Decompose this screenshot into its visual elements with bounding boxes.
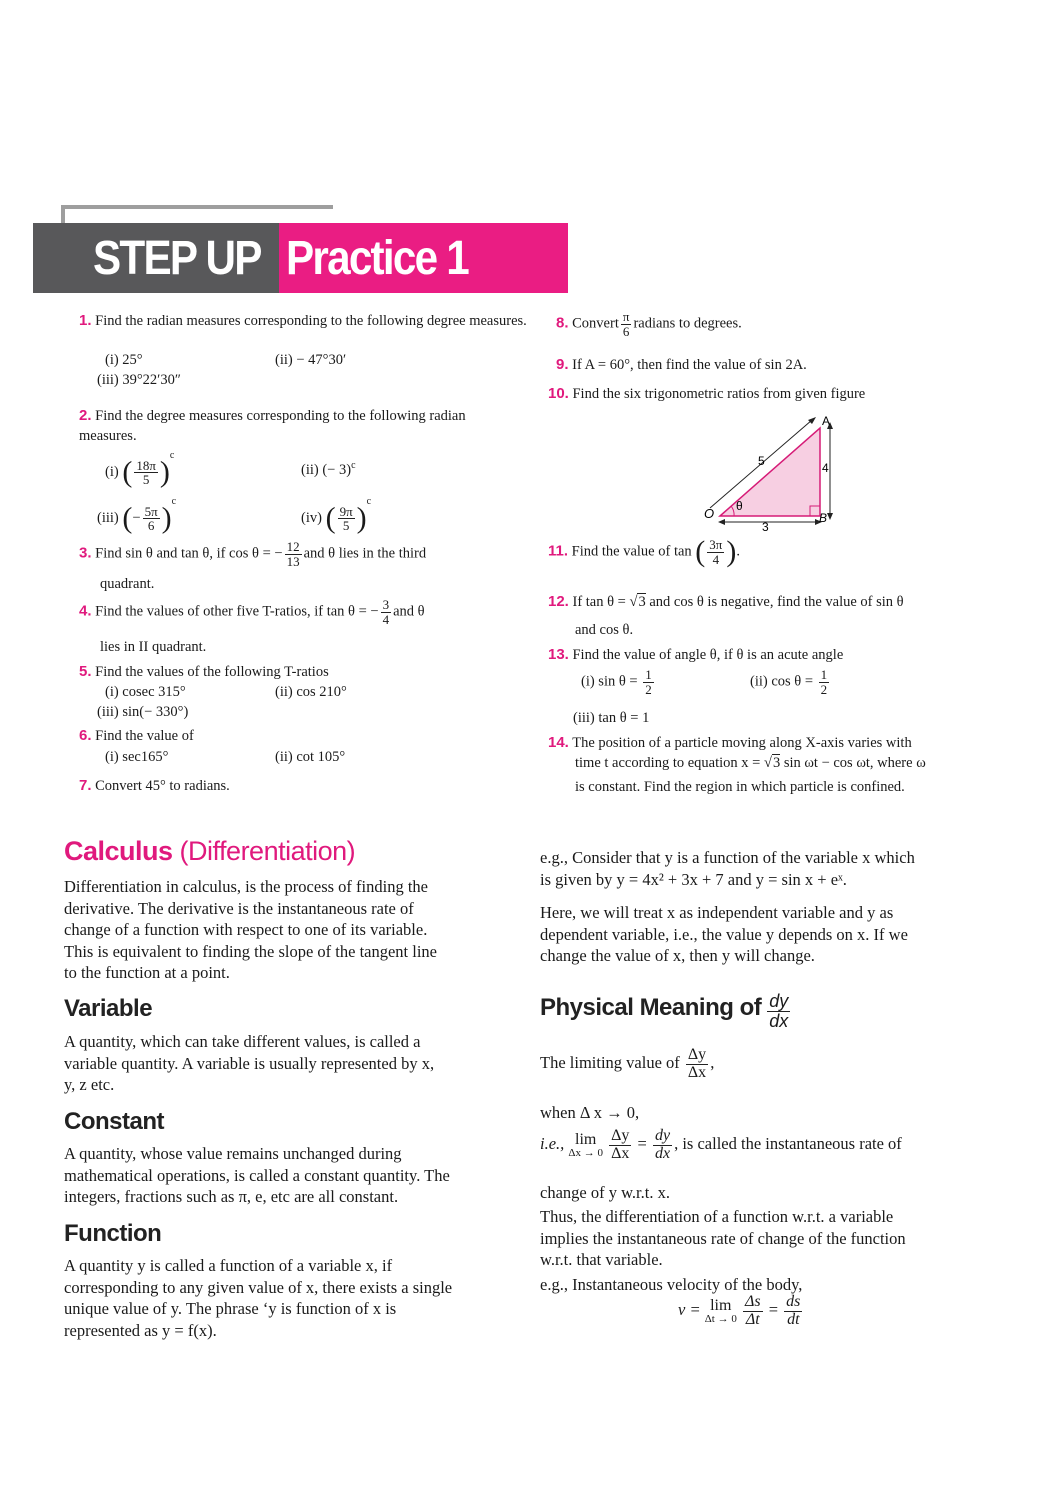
- sqrt-value: 3: [772, 755, 781, 771]
- question-number: 9.: [556, 356, 569, 373]
- text-line: This is equivalent to finding the slope of the tangent line: [64, 941, 438, 961]
- label-hyp: 5: [758, 454, 765, 468]
- question-text: Find sin θ and tan θ, if cos θ = −: [95, 545, 283, 562]
- text-line: Here, we will treat x as independent variable and y as: [540, 903, 894, 922]
- frac-num: dy: [654, 1127, 671, 1144]
- superscript: c: [171, 496, 177, 507]
- frac-den: 4: [382, 611, 390, 627]
- ie-line: [540, 1128, 902, 1163]
- label-B: B: [819, 511, 828, 525]
- banner: [33, 205, 568, 293]
- superscript: c: [351, 460, 356, 471]
- question-text: Find the value of angle θ, if θ is an acute angle: [572, 647, 844, 663]
- frac-den: 6: [147, 518, 155, 534]
- dy-dx-fraction: [653, 1128, 672, 1163]
- frac-den: Δx: [687, 1063, 707, 1081]
- text-line: is given by y = 4x² + 3x + 7 and y = sin x + eˣ.: [540, 869, 847, 889]
- question-number: 6.: [79, 727, 92, 744]
- q1-opt-iii: (iii) 39°22′30″: [97, 372, 181, 388]
- question-number: 7.: [79, 777, 92, 794]
- text-line: change of a function with respect to one of its variable.: [64, 920, 428, 939]
- text-line: unique value of y. The phrase ‘y is function of x is: [64, 1299, 397, 1318]
- frac-den: dt: [787, 1310, 800, 1328]
- question-9: [556, 355, 807, 375]
- question-number: 4.: [79, 602, 92, 620]
- question-text: Find the value of: [95, 728, 194, 744]
- ie-text: i.e.,: [540, 1134, 565, 1154]
- q3-line2: quadrant.: [100, 576, 155, 592]
- q5-opt-ii: (ii) cos 210°: [275, 684, 347, 700]
- function-text: [64, 1255, 534, 1341]
- limit-expression: [705, 1298, 737, 1325]
- arrow-down: [827, 513, 833, 520]
- thus-paragraph: [540, 1206, 1000, 1271]
- banner-step-up: STEP UP: [93, 232, 261, 285]
- label-A: A: [822, 414, 831, 428]
- text-line: Thus, the differentiation of a function w.r.t. a variable: [540, 1207, 894, 1226]
- question-number: 10.: [548, 385, 569, 402]
- frac-den: Δx: [611, 1144, 630, 1162]
- question-text: radians to degrees.: [633, 315, 742, 332]
- text-line: implies the instantaneous rate of change of the function: [540, 1228, 906, 1248]
- triangle-figure: [700, 412, 840, 537]
- question-12: 12. If tan θ = √3 and cos θ is negative, find the value of sin θ: [548, 593, 904, 610]
- frac-num: 5π: [144, 503, 158, 519]
- ds-dt-delta-fraction: [743, 1294, 763, 1329]
- q6-opt-i: (i) sec165°: [105, 749, 169, 765]
- frac-den: 13: [286, 553, 300, 569]
- frac-den: 5: [342, 518, 350, 534]
- question-text: Find the values of the following T-ratios: [95, 664, 329, 680]
- question-3: [79, 540, 529, 568]
- q13-opt-i: [581, 668, 656, 696]
- label-opp: 4: [822, 461, 829, 475]
- physical-meaning-title: Physical Meaning of: [540, 994, 762, 1022]
- question-6: [79, 726, 194, 746]
- frac-den: 5: [142, 472, 150, 488]
- q14-line2: time t according to equation x = √3 sin ωt − cos ωt, where ω: [575, 755, 926, 771]
- option-label: (iii): [97, 510, 119, 526]
- text-line: to the function at a point.: [64, 963, 230, 982]
- q13-opt-ii: [750, 668, 831, 696]
- question-text: The position of a particle moving along X-axis varies with: [572, 735, 912, 751]
- v-equals: v =: [678, 1300, 701, 1320]
- arrow-left: [718, 519, 725, 525]
- question-text: Find the six trigonometric ratios from given figure: [572, 386, 866, 402]
- function-heading: Function: [64, 1220, 162, 1247]
- frac-num: 9π: [339, 503, 353, 519]
- sqrt-value: 3: [638, 594, 646, 610]
- question-text: Convert: [572, 315, 619, 332]
- frac-num: 12: [286, 539, 300, 554]
- question-text: Convert 45° to radians.: [95, 778, 230, 794]
- frac-num: Δy: [687, 1046, 707, 1063]
- question-text: sin ωt − cos ωt, where ω: [780, 755, 926, 771]
- text-line: dependent variable, i.e., the value y depends on x. If we: [540, 924, 908, 944]
- question-text: and cos θ is negative, find the value of sin θ: [645, 594, 904, 610]
- question-8: [556, 310, 742, 338]
- q4-line2: lies in II quadrant.: [100, 639, 207, 655]
- question-number: 12.: [548, 593, 569, 610]
- banner-top-line: [61, 205, 333, 209]
- frac-num: 18π: [136, 457, 156, 473]
- question-number: 11.: [548, 542, 569, 560]
- question-text: Find the values of other five T-ratios, if tan θ = −: [95, 603, 379, 620]
- label-O: O: [704, 506, 715, 521]
- q2-opt-iv: (iv) ( $\frac{9\pi}{5}$ )$^c$: [301, 496, 372, 535]
- q1-opt-ii: (ii) − 47°30′: [275, 352, 347, 368]
- change-line: change of y w.r.t. x.: [540, 1183, 670, 1202]
- question-7: [79, 776, 230, 796]
- frac-num: 3π: [709, 536, 723, 552]
- frac-num: dy: [769, 991, 789, 1011]
- question-text: Find the degree measures corresponding to the following radian measures.: [79, 408, 466, 444]
- q5-opt-iii: (iii) sin(− 330°): [97, 704, 189, 720]
- here-paragraph: [540, 902, 1000, 967]
- lim-text: lim: [575, 1130, 597, 1148]
- triangle-shape: [720, 428, 820, 516]
- text: , is called the instantaneous rate of: [674, 1134, 902, 1154]
- equals: =: [768, 1300, 779, 1320]
- option-text: (ii) (− 3): [301, 461, 352, 478]
- equals: =: [637, 1134, 647, 1154]
- text-line: change the value of x, then y will change.: [540, 946, 815, 965]
- when-line: when Δ x → 0,: [540, 1103, 640, 1122]
- q2-opt-iii: (iii) (− $\frac{5\pi}{6}$ )$^c$: [97, 496, 177, 535]
- text-line: integers, fractions such as π, e, etc are all constant.: [64, 1187, 399, 1206]
- question-text: and θ: [393, 603, 425, 620]
- question-14: [548, 733, 1008, 753]
- frac-num: Δs: [744, 1293, 761, 1310]
- q2-opt-i: (i) ( $\frac{18\pi}{5}$ )$^c$: [105, 450, 175, 489]
- example-1: [540, 847, 1000, 890]
- frac-den: Δt: [745, 1310, 760, 1328]
- lim-sub: Δt → 0: [704, 1312, 737, 1325]
- question-number: 13.: [548, 646, 569, 663]
- question-4: [79, 598, 529, 626]
- question-number: 5.: [79, 663, 92, 680]
- text-line: A quantity, whose value remains unchanged during: [64, 1144, 402, 1163]
- question-5: [79, 662, 329, 682]
- question-2: [79, 406, 519, 446]
- frac-num: 1: [645, 667, 652, 682]
- punctuation: .: [736, 543, 740, 560]
- question-number: 1.: [79, 312, 92, 329]
- question-number: 3.: [79, 544, 92, 562]
- frac-den: 2: [645, 681, 652, 697]
- frac-den: dx: [769, 1010, 789, 1031]
- question-text: and θ lies in the third: [303, 545, 427, 562]
- constant-text: [64, 1143, 534, 1208]
- frac-num: 3: [382, 597, 390, 612]
- banner-practice: Practice 1: [286, 232, 469, 285]
- text-line: w.r.t. that variable.: [540, 1250, 663, 1269]
- text-line: A quantity, which can take different values, is called a: [64, 1032, 421, 1051]
- variable-heading: Variable: [64, 995, 153, 1022]
- q13-opt-iii: (iii) tan θ = 1: [573, 710, 650, 726]
- dy-dx-fraction: [767, 992, 790, 1031]
- q12-line2: and cos θ.: [575, 622, 634, 638]
- question-number: 14.: [548, 734, 569, 751]
- superscript: c: [169, 450, 175, 461]
- question-1: [79, 311, 529, 331]
- calculus-heading: [64, 836, 355, 867]
- frac-den: dx: [654, 1144, 671, 1162]
- q1-opt-i: (i) 25°: [105, 352, 143, 368]
- question-11: 11. Find the value of tan ( $\frac{3\pi}{4}$ ).: [548, 535, 740, 568]
- text-line: y, z etc.: [64, 1075, 115, 1094]
- frac-num: 1: [820, 667, 828, 682]
- text-line: variable quantity. A variable is usually represented by x,: [64, 1053, 435, 1073]
- frac-num: π: [622, 309, 630, 324]
- text: The limiting value of: [540, 1053, 680, 1073]
- constant-heading: Constant: [64, 1108, 164, 1135]
- example-2: e.g., Instantaneous velocity of the body,: [540, 1275, 803, 1294]
- delta-fraction: [609, 1128, 631, 1163]
- frac-num: ds: [786, 1293, 801, 1310]
- label-theta: θ: [736, 499, 743, 513]
- frac-den: 6: [622, 323, 630, 339]
- limiting-value-line: The limiting value of $\frac{\Delta y}{\Delta x}$ ,: [540, 1046, 715, 1081]
- question-text: If tan θ =: [572, 594, 630, 610]
- text-line: represented as y = f(x).: [64, 1320, 217, 1340]
- question-text: Find the radian measures corresponding to the following degree measures.: [95, 313, 527, 329]
- calculus-intro: [64, 876, 524, 984]
- physical-meaning-heading: [540, 992, 792, 1031]
- calculus-title-rest: (Differentiation): [172, 836, 356, 866]
- text-line: A quantity y is called a function of a variable x, if: [64, 1256, 393, 1275]
- superscript: c: [366, 496, 372, 507]
- label-adj: 3: [762, 520, 769, 534]
- frac-num: Δy: [611, 1127, 630, 1144]
- velocity-equation: [678, 1294, 804, 1329]
- question-text: Find the value of tan: [571, 543, 692, 560]
- frac-den: 4: [712, 551, 720, 567]
- delta-fraction: [686, 1047, 708, 1082]
- question-text: time t according to equation x =: [575, 755, 764, 771]
- text-line: derivative. The derivative is the instantaneous rate of: [64, 898, 414, 918]
- option-text: (ii) cos θ =: [750, 673, 814, 690]
- option-label: (iv): [301, 510, 322, 526]
- q2-opt-ii: [301, 456, 356, 480]
- question-10: [548, 384, 865, 404]
- text-line: mathematical operations, is called a constant quantity. The: [64, 1165, 450, 1185]
- q14-line3: is constant. Find the region in which particle is confined.: [575, 779, 905, 795]
- variable-text: [64, 1031, 524, 1096]
- question-number: 2.: [79, 407, 92, 424]
- limit-expression: [568, 1132, 603, 1159]
- minus-sign: −: [132, 510, 141, 526]
- question-13: [548, 645, 843, 665]
- text-line: corresponding to any given value of x, there exists a single: [64, 1277, 453, 1297]
- question-text: If A = 60°, then find the value of sin 2A.: [572, 357, 807, 373]
- lim-text: lim: [710, 1296, 732, 1314]
- text-line: Differentiation in calculus, is the process of finding the: [64, 877, 428, 896]
- option-label: (i): [105, 464, 119, 480]
- q6-opt-ii: (ii) cot 105°: [275, 749, 346, 765]
- q5-opt-i: (i) cosec 315°: [105, 684, 186, 700]
- text-line: e.g., Consider that y is a function of the variable x which: [540, 848, 915, 867]
- option-text: (i) sin θ =: [581, 673, 638, 690]
- lim-sub: Δx → 0: [568, 1146, 603, 1159]
- ds-dt-fraction: [784, 1294, 802, 1329]
- frac-den: 2: [820, 681, 828, 697]
- question-number: 8.: [556, 314, 569, 332]
- banner-left-line: [61, 205, 65, 225]
- calculus-title-bold: Calculus: [64, 836, 173, 866]
